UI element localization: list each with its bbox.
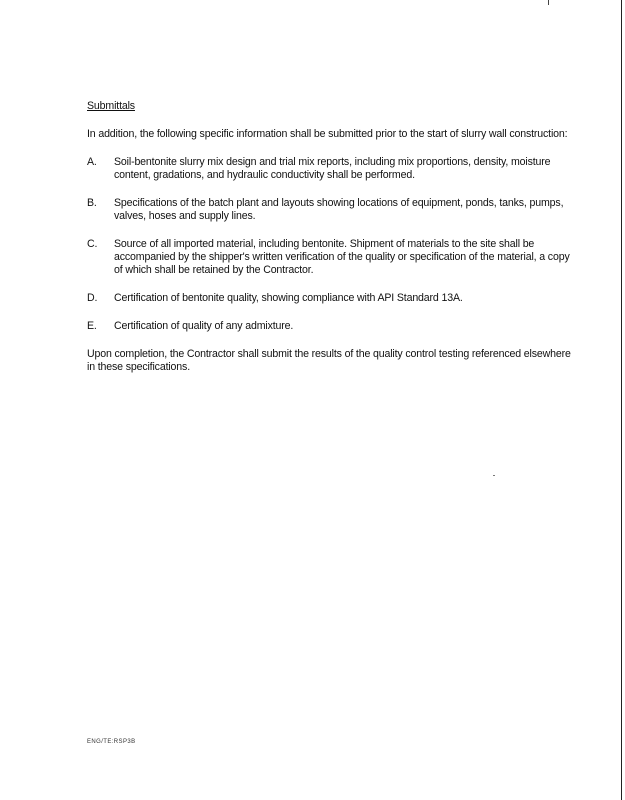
scan-speck (493, 475, 495, 476)
footer-code: ENG/TE:RSP3B (87, 739, 136, 745)
list-item (87, 156, 577, 182)
item-letter: A. (87, 156, 97, 168)
item-text: Source of all imported material, including bentonite. Shipment of materials to the site shall be accompanied by the shipper's written verification of the quality or specification of the material, a copy of which shall be retained by the Contractor. (114, 238, 570, 276)
item-text: Certification of bentonite quality, showing compliance with API Standard 13A. (114, 292, 463, 304)
section-heading: Submittals (87, 100, 135, 112)
item-letter: E. (87, 320, 97, 332)
document-body (87, 100, 577, 374)
list-item (87, 197, 577, 223)
closing-paragraph: Upon completion, the Contractor shall submit the results of the quality control testing referenced elsewhere in these specifications. (87, 348, 571, 373)
submittal-list (87, 156, 577, 333)
intro-paragraph: In addition, the following specific information shall be submitted prior to the start of slurry wall construction: (87, 128, 568, 140)
list-item (87, 292, 577, 305)
item-text: Certification of quality of any admixture. (114, 320, 294, 332)
list-item (87, 238, 577, 277)
list-item (87, 320, 577, 333)
item-text: Specifications of the batch plant and layouts showing locations of equipment, ponds, tanks, pumps, valves, hoses and supply lines. (114, 197, 564, 222)
item-letter: C. (87, 238, 98, 250)
scan-mark (548, 0, 549, 5)
item-text: Soil-bentonite slurry mix design and trial mix reports, including mix proportions, density, moisture content, gradations, and hydraulic conductivity shall be performed. (114, 156, 551, 181)
item-letter: B. (87, 197, 97, 209)
item-letter: D. (87, 292, 98, 304)
page-edge-line (621, 0, 622, 800)
